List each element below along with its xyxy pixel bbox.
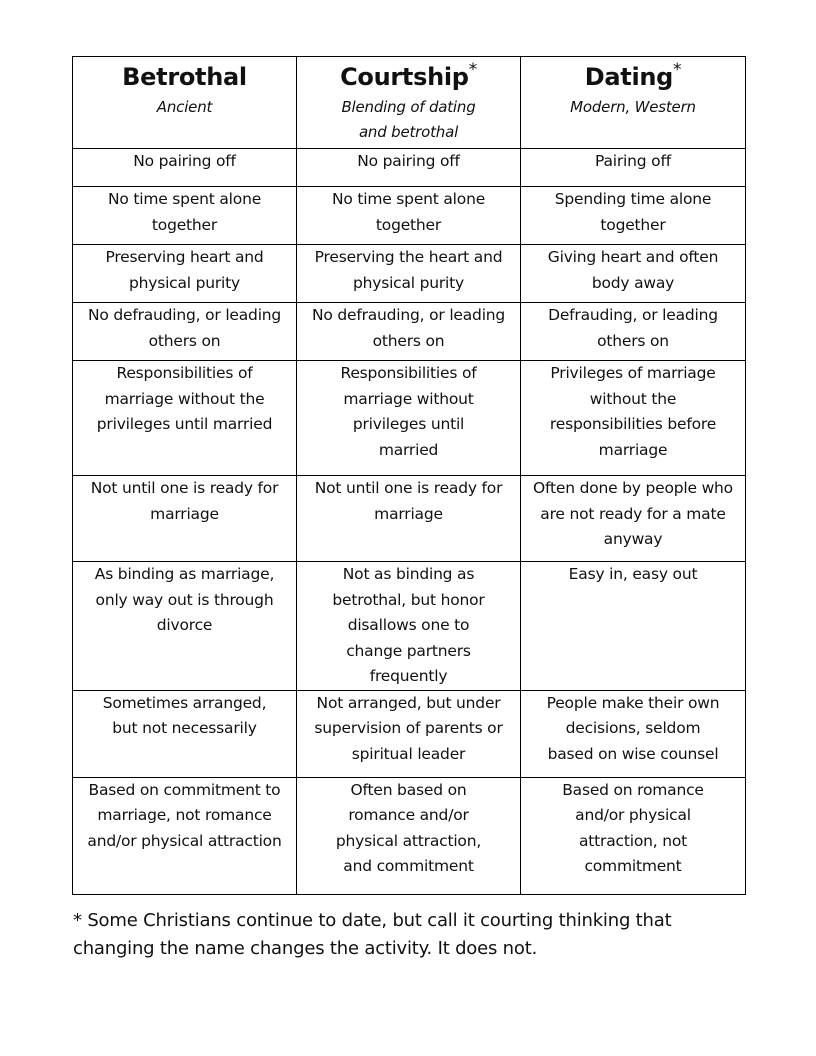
cell-dating: Privileges of marriage without the responsibilities before marriage: [521, 361, 746, 476]
cell-betrothal: Responsibilities of marriage without the privileges until married: [73, 361, 297, 476]
table-row: [73, 303, 746, 361]
cell-betrothal: As binding as marriage, only way out is through divorce: [73, 562, 297, 691]
comparison-table: [72, 56, 746, 895]
cell-dating: Defrauding, or leading others on: [521, 303, 746, 361]
cell-courtship: Not until one is ready for marriage: [297, 476, 521, 562]
column-subtitle: Ancient: [156, 98, 213, 116]
cell-dating: Giving heart and often body away: [521, 245, 746, 303]
cell-courtship: No pairing off: [297, 149, 521, 187]
column-title: Dating*: [584, 60, 682, 91]
cell-courtship: No time spent alone together: [297, 187, 521, 245]
table-row: [73, 245, 746, 303]
cell-courtship: No defrauding, or leading others on: [297, 303, 521, 361]
cell-courtship: Preserving the heart and physical purity: [297, 245, 521, 303]
cell-betrothal: No defrauding, or leading others on: [73, 303, 297, 361]
table-row: [73, 777, 746, 894]
cell-betrothal: Based on commitment to marriage, not romance and/or physical attraction: [73, 777, 297, 894]
cell-betrothal: No time spent alone together: [73, 187, 297, 245]
column-header-betrothal: [73, 57, 297, 149]
table-row: [73, 476, 746, 562]
column-header-dating: [521, 57, 746, 149]
cell-dating: People make their own decisions, seldom based on wise counsel: [521, 690, 746, 777]
cell-dating: Pairing off: [521, 149, 746, 187]
cell-betrothal: Sometimes arranged, but not necessarily: [73, 690, 297, 777]
cell-betrothal: Preserving heart and physical purity: [73, 245, 297, 303]
cell-dating: Often done by people who are not ready for a mate anyway: [521, 476, 746, 562]
table-row: [73, 149, 746, 187]
cell-courtship: Often based on romance and/or physical attraction, and commitment: [297, 777, 521, 894]
column-subtitle: Blending of dating and betrothal: [341, 98, 476, 141]
table-row: [73, 562, 746, 691]
cell-courtship: Responsibilities of marriage without privileges until married: [297, 361, 521, 476]
footnote: * Some Christians continue to date, but call it courting thinking that changing the name changes the activity. It does not.: [73, 910, 672, 959]
header-row: [73, 57, 746, 149]
cell-dating: Easy in, easy out: [521, 562, 746, 691]
cell-courtship: Not as binding as betrothal, but honor disallows one to change partners frequently: [297, 562, 521, 691]
asterisk-marker: *: [673, 60, 682, 80]
asterisk-marker: *: [468, 60, 477, 80]
cell-dating: Spending time alone together: [521, 187, 746, 245]
table-row: [73, 690, 746, 777]
column-title: Courtship*: [340, 60, 477, 91]
column-title: Betrothal: [122, 63, 247, 91]
cell-betrothal: Not until one is ready for marriage: [73, 476, 297, 562]
column-header-courtship: [297, 57, 521, 149]
table-row: [73, 361, 746, 476]
cell-dating: Based on romance and/or physical attraction, not commitment: [521, 777, 746, 894]
cell-betrothal: No pairing off: [73, 149, 297, 187]
column-subtitle: Modern, Western: [570, 98, 696, 116]
cell-courtship: Not arranged, but under supervision of parents or spiritual leader: [297, 690, 521, 777]
table-row: [73, 187, 746, 245]
